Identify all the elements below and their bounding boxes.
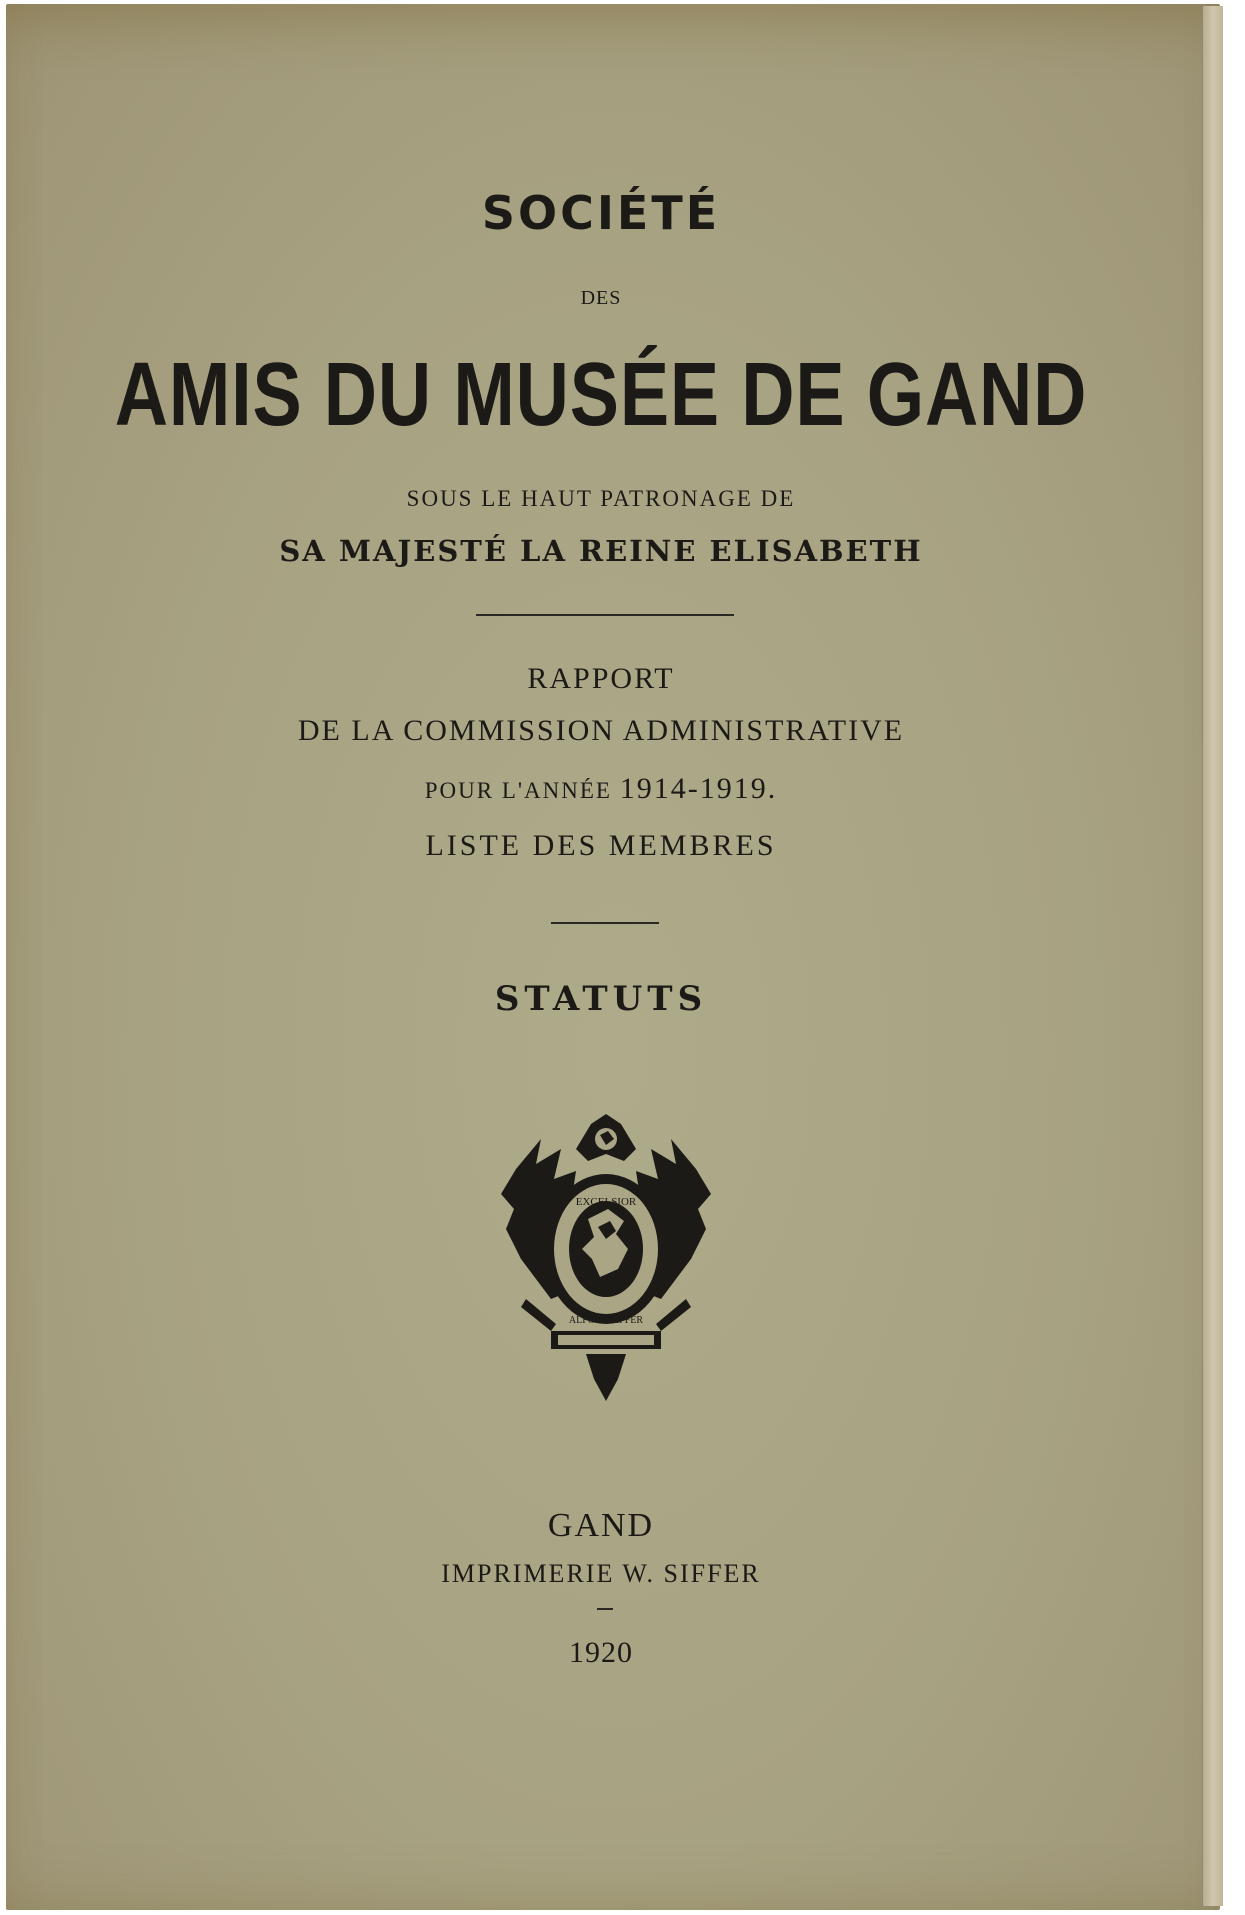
book-cover [6, 4, 1220, 1910]
imprint-year: 1920 [569, 1636, 633, 1669]
patron-name: SA MAJESTÉ LA REINE ELISABETH [279, 534, 923, 568]
divider-dash [597, 1608, 613, 1610]
patronage-text: SOUS LE HAUT PATRONAGE DE [406, 486, 796, 511]
main-title: AMIS DU MUSÉE DE GAND [114, 345, 1088, 445]
page-edges [1202, 6, 1223, 1906]
emblem-name: ALFONS SIFFER [568, 1315, 644, 1326]
commission-text: DE LA COMMISSION ADMINISTRATIVE [297, 714, 905, 747]
statuts-heading: STATUTS [494, 979, 708, 1019]
annee-text [6, 772, 1196, 806]
imprint-printer: IMPRIMERIE W. SIFFER [441, 1559, 761, 1588]
emblem-motto: EXCELSIOR [575, 1196, 637, 1208]
divider-rule [476, 614, 734, 616]
imprint-city: GAND [547, 1507, 655, 1544]
annee-years: 1914-1919. [619, 772, 778, 805]
des-text: DES [580, 287, 622, 309]
societe-heading: SOCIÉTÉ [481, 186, 721, 240]
liste-text: LISTE DES MEMBRES [425, 829, 777, 862]
divider-rule-short [551, 922, 659, 924]
annee-prefix: POUR L'ANNÉE [424, 778, 612, 803]
rapport-text: RAPPORT [527, 662, 675, 695]
printer-mark-eagle-icon [496, 1109, 716, 1409]
